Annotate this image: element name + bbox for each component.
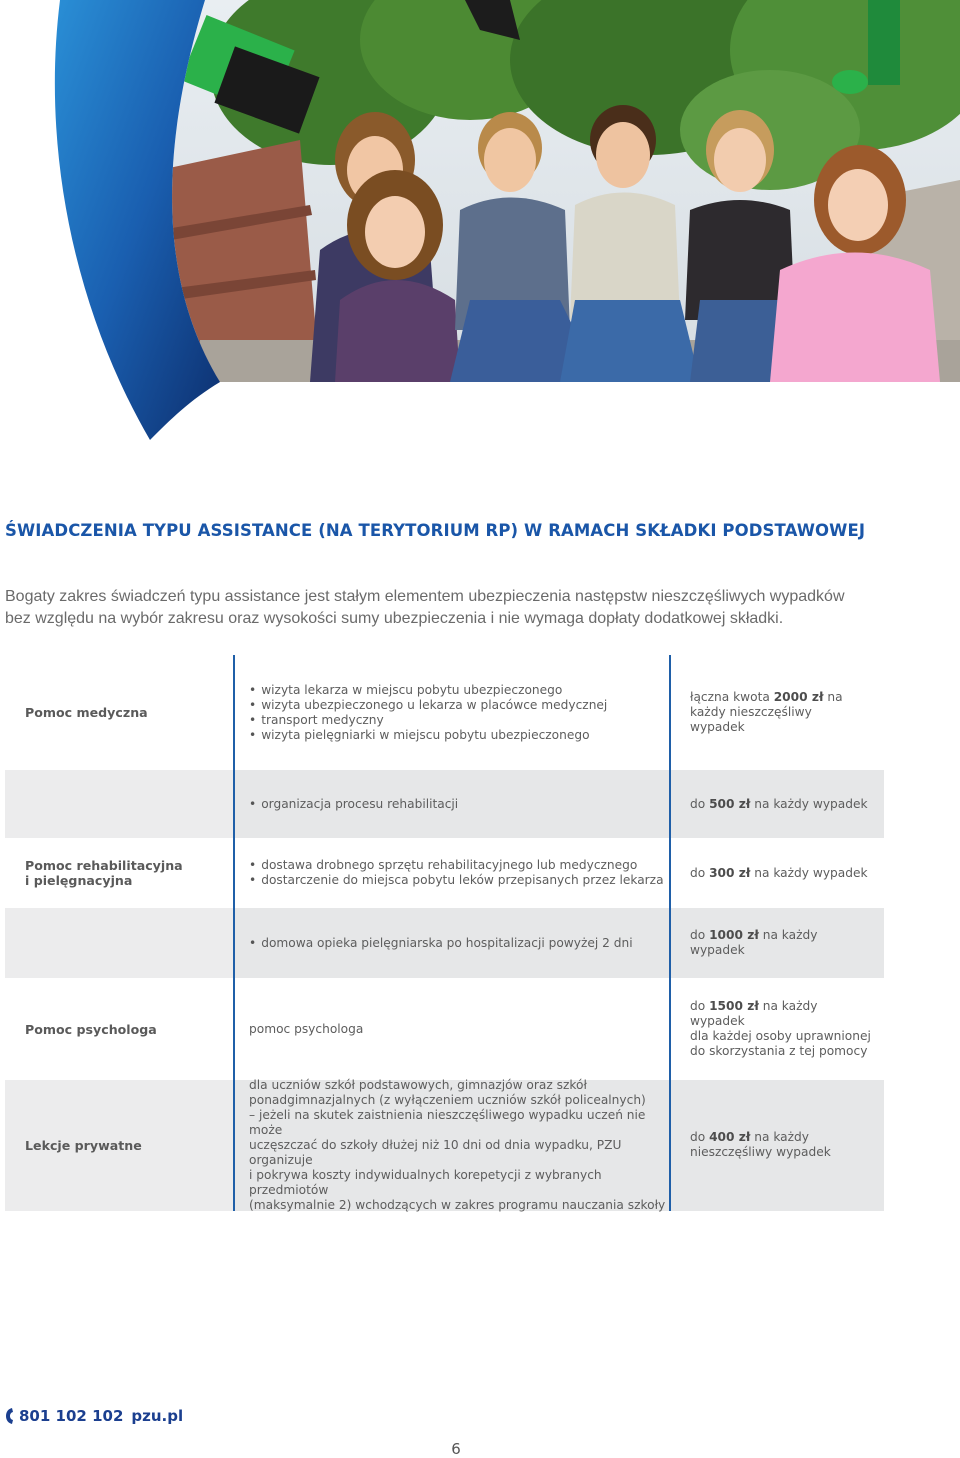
hero-illustration (0, 0, 960, 445)
amount-note-2: do skorzystania z tej pomocy (690, 1044, 868, 1058)
row-label-psych: Pomoc psychologa (25, 1021, 157, 1037)
amount-rehab-a (690, 770, 875, 838)
amount-prefix: do (690, 1130, 710, 1144)
service-rehab-c (249, 908, 669, 978)
table-row-psych (5, 978, 884, 1080)
list-item: • dostawa drobnego sprzętu rehabilitacyjnego lub medycznego (249, 858, 669, 873)
row-label-rehab-line-2: i pielęgnacyjna (25, 873, 133, 888)
intro-line-1: Bogaty zakres świadczeń typu assistance jest stałym elementem ubezpieczenia następstw nieszczęśliwych wypadków (5, 588, 845, 605)
row-label-medical: Pomoc medyczna (25, 705, 148, 720)
amount-value: 300 zł (709, 865, 751, 880)
amount-note: nieszczęśliwy wypadek (690, 1145, 831, 1159)
list-item: • wizyta ubezpieczonego u lekarza w placówce medycznej (249, 698, 669, 713)
table-row-medical (5, 655, 884, 770)
amount-suffix: na każdy wypadek (690, 999, 818, 1028)
service-line: ponadgimnazjalnych (z wyłączeniem uczniów szkół policealnych) (249, 1093, 646, 1107)
amount-prefix: do (690, 865, 710, 880)
column-divider-1 (233, 655, 235, 1211)
row-label-rehab-line-1: Pomoc rehabilitacyjna (25, 858, 183, 873)
service-line: i pokrywa koszty indywidualnych korepetycji z wybranych przedmiotów (249, 1168, 602, 1197)
phone-number[interactable]: 801 102 102 (19, 1407, 124, 1425)
service-list-medical (249, 655, 669, 770)
list-item: • transport medyczny (249, 713, 669, 728)
service-lessons (249, 1080, 669, 1211)
amount-prefix: do (690, 796, 710, 811)
amount-prefix: łączna kwota (690, 690, 774, 704)
intro-line-2: bez względu na wybór zakresu oraz wysokości sumy ubezpieczenia i nie wymaga dopłaty dodatkowej składki. (5, 610, 784, 627)
service-line: – jeżeli na skutek zaistnienia nieszczęśliwego wypadku uczeń nie może (249, 1108, 646, 1137)
amount-suffix: na każdy (750, 1130, 809, 1144)
row-label-rehab (25, 838, 225, 908)
amount-value: 500 zł (709, 796, 751, 811)
service-psych: pomoc psychologa (249, 1021, 364, 1036)
list-item: • wizyta lekarza w miejscu pobytu ubezpieczonego (249, 683, 669, 698)
amount-value: 1000 zł (709, 928, 759, 942)
amount-note-1: dla każdej osoby uprawnionej (690, 1029, 871, 1043)
intro-paragraph (5, 586, 905, 630)
footer-contact (4, 1405, 183, 1427)
website-link[interactable]: pzu.pl (131, 1407, 184, 1425)
service-line: uczęszczać do szkoły dłużej niż 10 dni od dnia wypadku, PZU organizuje (249, 1138, 622, 1167)
amount-suffix: na każdy nieszczęśliwy wypadek (690, 690, 843, 734)
amount-prefix: do (690, 928, 710, 942)
amount-value: 1500 zł (709, 999, 759, 1013)
list-item: • dostarczenie do miejsca pobytu leków przepisanych przez lekarza (249, 873, 669, 888)
hero-photo (0, 0, 960, 445)
service-rehab-a (249, 770, 669, 838)
amount-suffix: na każdy wypadek (690, 928, 818, 957)
list-item: • organizacja procesu rehabilitacji (249, 797, 669, 812)
amount-psych (690, 978, 875, 1080)
list-item: • wizyta pielęgniarki w miejscu pobytu ubezpieczonego (249, 728, 669, 743)
amount-suffix: na każdy wypadek (750, 796, 868, 811)
service-line: (maksymalnie 2) wchodzących w zakres programu nauczania szkoły (249, 1198, 666, 1212)
amount-value: 2000 zł (773, 690, 824, 704)
table-row-lessons (5, 1080, 884, 1211)
amount-rehab-c (690, 908, 875, 978)
row-label-lessons: Lekcje prywatne (25, 1138, 142, 1153)
service-rehab-b (249, 838, 669, 908)
amount-rehab-b (690, 838, 875, 908)
table-row-rehab-a (5, 770, 884, 838)
amount-prefix: do (690, 999, 710, 1013)
amount-lessons (690, 1080, 875, 1211)
section-title: ŚWIADCZENIA TYPU ASSISTANCE (NA TERYTORIUM RP) W RAMACH SKŁADKI PODSTAWOWEJ (5, 521, 866, 540)
column-divider-2 (669, 655, 671, 1211)
page-number: 6 (451, 1440, 461, 1458)
assistance-table (5, 655, 884, 1211)
service-line: dla uczniów szkół podstawowych, gimnazjów oraz szkół (249, 1078, 587, 1092)
amount-value: 400 zł (709, 1130, 751, 1144)
table-row-rehab-c (5, 908, 884, 978)
amount-suffix: na każdy wypadek (750, 865, 868, 880)
phone-icon (4, 1407, 16, 1425)
list-item: • domowa opieka pielęgniarska po hospitalizacji powyżej 2 dni (249, 936, 669, 951)
amount-medical (690, 655, 875, 770)
